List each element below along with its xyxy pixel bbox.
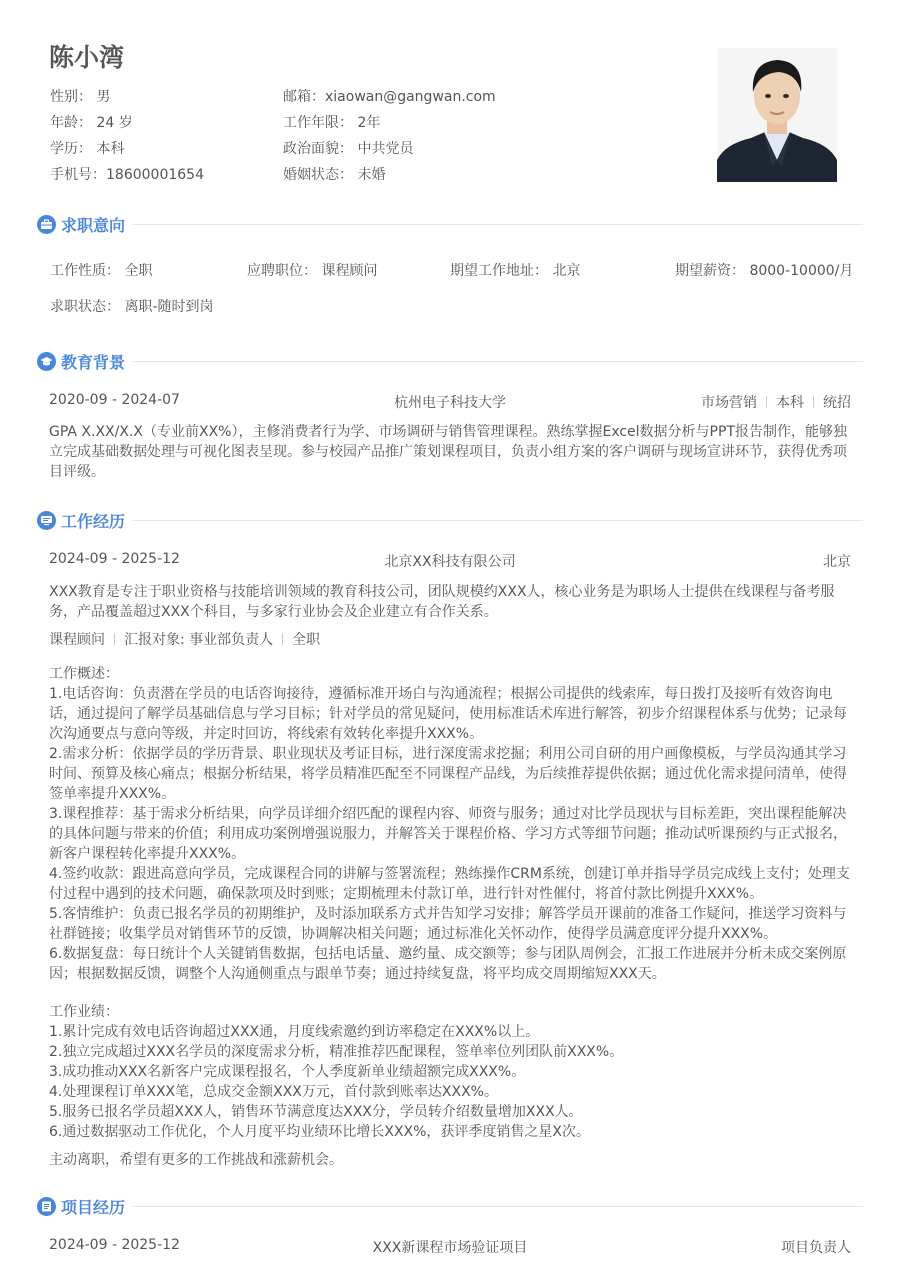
- education-major: 市场营销: [701, 395, 757, 411]
- monitor-icon: [37, 511, 56, 530]
- overview-line: 次沟通要点与意向等级，并定时回访，将线索有效转化率提升XXX%。: [49, 726, 484, 742]
- section-divider: [133, 224, 863, 225]
- expected-salary: 期望薪资： 8000-10000/月: [675, 263, 854, 279]
- expected-location: 期望工作地址： 北京: [450, 263, 581, 279]
- company-intro: [49, 582, 855, 622]
- education-mode: 统招: [823, 395, 851, 411]
- work-city: 北京: [823, 554, 851, 570]
- overview-label: 工作概述：: [49, 666, 119, 682]
- work-years-info: 工作年限： 2年: [283, 115, 381, 131]
- section-title: 项目经历: [61, 1198, 126, 1217]
- overview-line: 的具体问题与带来的价值；利用成功案例增强说服力，并解答关于课程价格、学习方式等细节问题；推动试听课预约与正式报名，: [49, 826, 847, 842]
- overview-line: 6.数据复盘：每日统计个人关键销售数据，包括电话量、邀约量、成交额等；参与团队周例会，汇报工作进展并分析未成交案例原: [49, 946, 847, 962]
- separator: [813, 396, 814, 408]
- achievements-label: 工作业绩：: [49, 1004, 119, 1020]
- overview-line: 4.签约收款：跟进高意向学员，完成课程合同的讲解与签署流程；熟练操作CRM系统，创建订单并指导学员完成线上支付；处理支: [49, 866, 850, 882]
- overview-line: 时间、预算及核心痛点；根据分析结果，将学员精准匹配至不同课程产品线，为后续推荐提供依据；通过优化需求提问清单，使得: [49, 766, 847, 782]
- work-job-type: 全职: [292, 632, 321, 648]
- phone-info: 手机号：18600001654: [50, 167, 204, 183]
- overview-line: 话，通过提问了解学员基础信息与学习目标；针对学员的常见疑问，使用标准话术库进行解答，初步介绍课程体系与优势；记录每: [49, 706, 847, 722]
- education-row: [49, 392, 851, 411]
- list-icon: [37, 1197, 56, 1216]
- job-status: 求职状态： 离职-随时到岗: [50, 299, 214, 315]
- project-role: 项目负责人: [781, 1240, 851, 1256]
- age-info: 年龄： 24 岁: [50, 115, 133, 131]
- achievement-line: 2.独立完成超过XXX名学员的深度需求分析，精准推荐匹配课程，签单率位列团队前XXX%。: [49, 1044, 624, 1060]
- achievement-line: 3.成功推动XXX名新客户完成课程报名，个人季度新单业绩超额完成XXX%。: [49, 1064, 526, 1080]
- applied-position: 应聘职位： 课程顾问: [247, 263, 378, 279]
- achievement-line: 1.累计完成有效电话咨询超过XXX通，月度线索邀约到访率稳定在XXX%以上。: [49, 1024, 540, 1040]
- email-info: 邮箱：xiaowan@gangwan.com: [283, 89, 496, 105]
- overview-line: 5.客情维护：负责已报名学员的初期维护，及时添加联系方式并告知学习安排；解答学员开课前的准备工作疑问，推送学习资料与: [49, 906, 847, 922]
- profile-photo: [717, 48, 837, 182]
- education-details: [701, 392, 851, 412]
- section-divider: [133, 361, 863, 362]
- overview-line: 3.课程推荐：基于需求分析结果，向学员详细介绍匹配的课程内容、师资与服务；通过对比学员现状与目标差距，突出课程能解决: [49, 806, 847, 822]
- separator: [766, 396, 767, 408]
- company-intro-line: XXX教育是专注于职业资格与技能培训领域的教育科技公司，团队规模约XXX人，核心业务是为职场人士提供在线课程与备考服: [49, 584, 835, 600]
- section-header-work: [37, 508, 863, 532]
- education-degree: 本科: [776, 395, 804, 411]
- education-info: 学历： 本科: [50, 141, 125, 157]
- section-divider: [133, 1206, 863, 1207]
- political-status-info: 政治面貌： 中共党员: [283, 141, 414, 157]
- project-name: XXX新课程市场验证项目: [372, 1240, 528, 1256]
- section-divider: [133, 520, 863, 521]
- candidate-name: 陈小湾: [49, 43, 125, 72]
- work-role: 课程顾问: [49, 632, 105, 648]
- achievement-line: 4.处理课程订单XXX笔，总成交金额XXX万元，首付款到账率达XXX%。: [49, 1084, 498, 1100]
- gender-info: 性别： 男: [50, 89, 111, 105]
- work-report-to: 汇报对象: 事业部负责人: [124, 632, 274, 648]
- education-school: 杭州电子科技大学: [394, 395, 506, 411]
- project-row: [49, 1237, 851, 1256]
- overview-line: 1.电话咨询：负责潜在学员的电话咨询接待，遵循标准开场白与沟通流程；根据公司提供的线索库，每日拨打及接听有效咨询电: [49, 686, 833, 702]
- education-desc-line: GPA X.XX/X.X（专业前XX%），主修消费者行为学、市场调研与销售管理课程。熟练掌握Excel数据分析与PPT报告制作，能够独: [49, 424, 847, 440]
- education-description: [49, 422, 855, 482]
- work-overview: [49, 664, 855, 984]
- education-dates: 2020-09 - 2024-07: [49, 392, 180, 408]
- overview-line: 付过程中遇到的技术问题，确保款项及时到账；定期梳理未付款订单，进行针对性催付，将首付款比例提升XXX%。: [49, 886, 764, 902]
- work-role-row: [49, 629, 851, 649]
- briefcase-icon: [37, 215, 56, 234]
- overview-line: 新客户课程转化率提升XXX%。: [49, 846, 246, 862]
- achievement-line: 5.服务已报名学员超XXX人，销售环节满意度达XXX分，学员转介绍数量增加XXX人。: [49, 1104, 583, 1120]
- education-desc-line: 立完成基础数据处理与可视化图表呈现。参与校园产品推广策划课程项目，负责小组方案的客户调研与现场宣讲环节，获得优秀项: [49, 444, 847, 460]
- section-title: 工作经历: [61, 512, 126, 531]
- work-company: 北京XX科技有限公司: [384, 554, 516, 570]
- leave-reason-line: 主动离职，希望有更多的工作挑战和涨薪机会。: [49, 1152, 343, 1168]
- separator: [282, 633, 283, 645]
- section-header-project: [37, 1194, 863, 1218]
- company-intro-line: 务，产品覆盖超过XXX个科目，与多家行业协会及企业建立有合作关系。: [49, 604, 498, 620]
- work-achievements: [49, 1002, 855, 1142]
- overview-line: 社群链接；收集学员对销售环节的反馈，协调解决相关问题；通过标准化关怀动作，使得学员满意度评分提升XXX%。: [49, 926, 778, 942]
- work-dates: 2024-09 - 2025-12: [49, 551, 180, 567]
- project-dates: 2024-09 - 2025-12: [49, 1237, 180, 1253]
- overview-line: 2.需求分析：依据学员的学历背景、职业现状及考证目标，进行深度需求挖掘；利用公司自研的用户画像模板，与学员沟通其学习: [49, 746, 847, 762]
- separator: [114, 633, 115, 645]
- section-title: 求职意向: [61, 216, 126, 235]
- achievement-line: 6.通过数据驱动工作优化，个人月度平均业绩环比增长XXX%，获评季度销售之星X次。: [49, 1124, 591, 1140]
- leave-reason: [49, 1150, 855, 1170]
- education-desc-line: 目评级。: [49, 464, 105, 480]
- section-title: 教育背景: [61, 353, 126, 372]
- section-header-education: [37, 349, 863, 373]
- overview-line: 签单率提升XXX%。: [49, 786, 176, 802]
- job-type: 工作性质： 全职: [50, 263, 153, 279]
- section-header-job-intent: [37, 212, 863, 236]
- marital-status-info: 婚姻状态： 未婚: [283, 167, 386, 183]
- graduation-cap-icon: [37, 352, 56, 371]
- overview-line: 因；根据数据反馈，调整个人沟通侧重点与跟单节奏；通过持续复盘，将平均成交周期缩短XXX天。: [49, 966, 666, 982]
- work-row: [49, 551, 851, 570]
